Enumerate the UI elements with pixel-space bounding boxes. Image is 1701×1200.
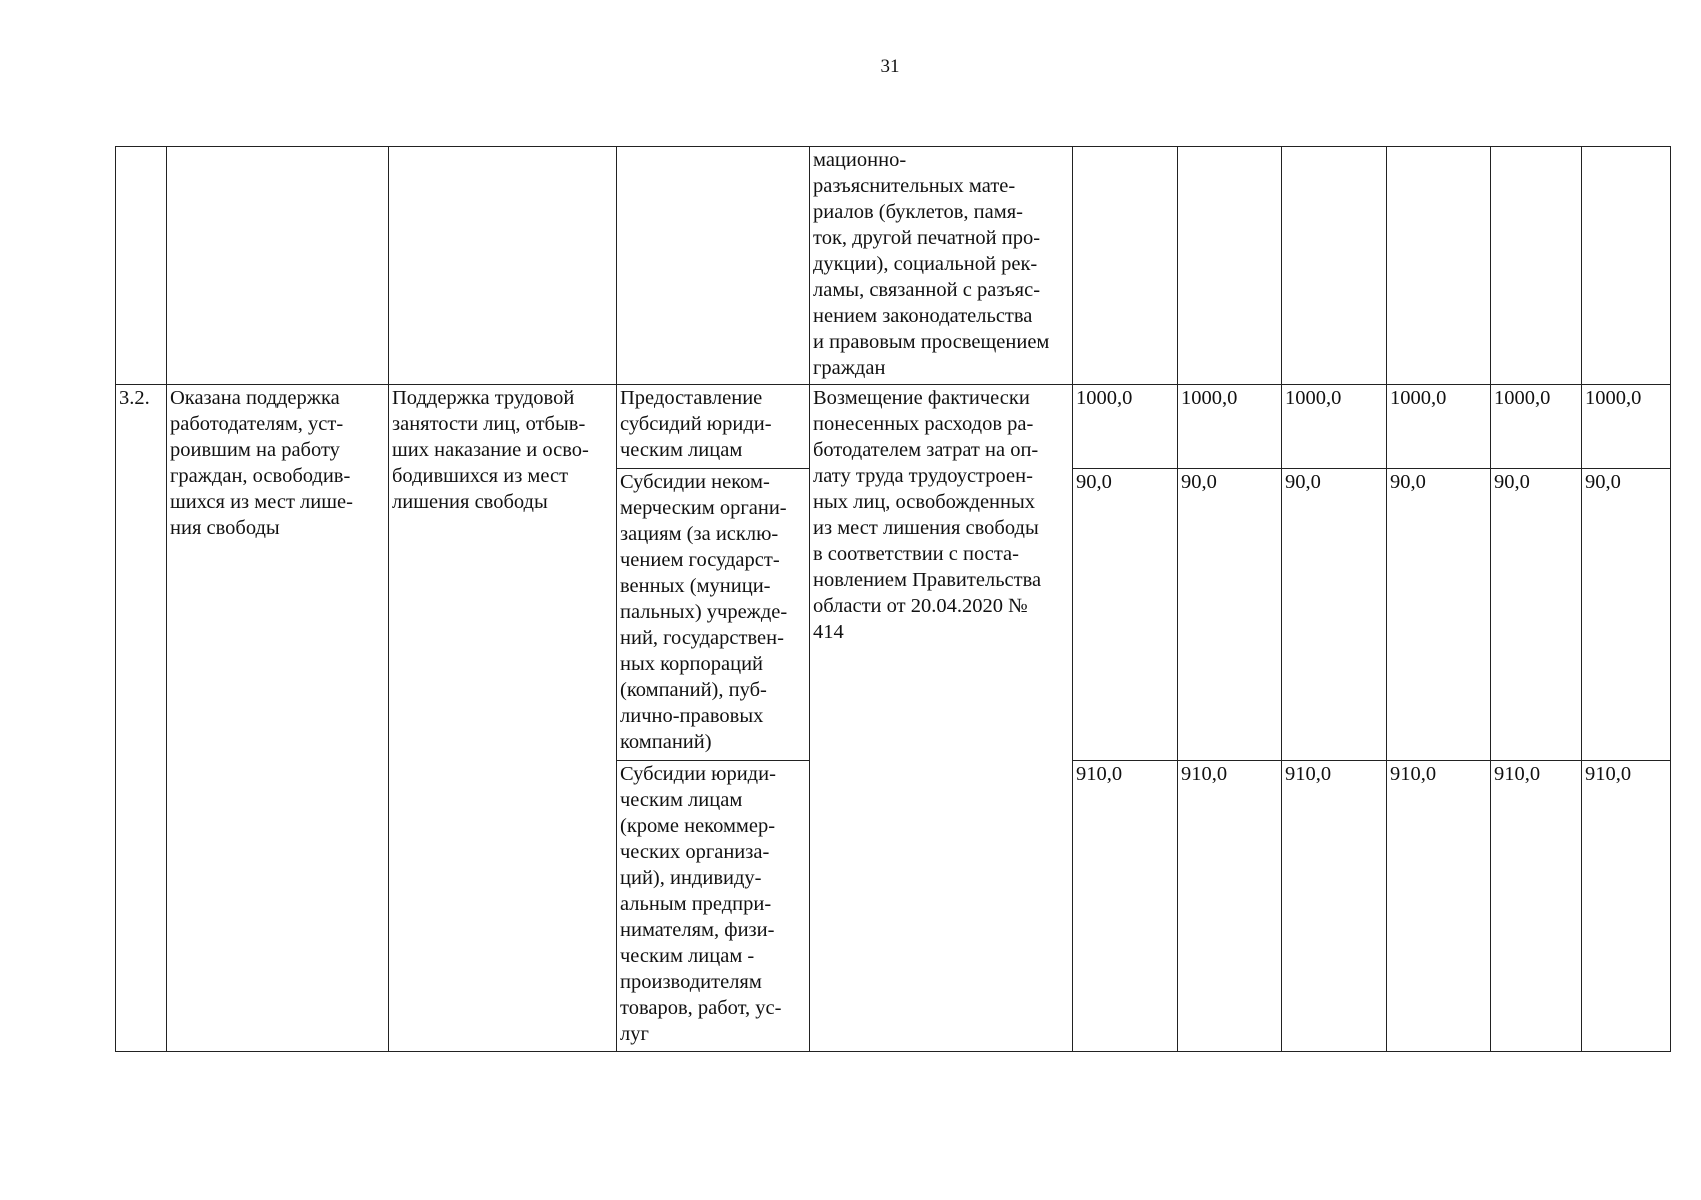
support-type-cell bbox=[617, 761, 810, 1052]
support-type-line: лично-правовых bbox=[620, 705, 764, 727]
value: 1000,0 bbox=[1494, 387, 1551, 409]
value-cell bbox=[1582, 147, 1671, 385]
value-cell bbox=[1178, 469, 1282, 761]
value-cell bbox=[1491, 469, 1582, 761]
event-line: ших наказание и осво- bbox=[392, 439, 589, 461]
value: 90,0 bbox=[1076, 471, 1112, 493]
measure-cell bbox=[810, 385, 1073, 1052]
support-type-line: ций), индивиду- bbox=[620, 867, 762, 889]
result-cell bbox=[167, 385, 389, 1052]
value: 1000,0 bbox=[1076, 387, 1133, 409]
support-type-line: ческих организа- bbox=[620, 841, 770, 863]
result-line: работодателям, уст- bbox=[170, 413, 344, 435]
value: 910,0 bbox=[1494, 763, 1541, 785]
value-cell bbox=[1582, 385, 1671, 469]
value-cell bbox=[1387, 761, 1491, 1052]
event-line: Поддержка трудовой bbox=[392, 387, 575, 409]
support-type-line: Субсидии неком- bbox=[620, 471, 770, 493]
row-number: 3.2. bbox=[119, 387, 150, 409]
value: 1000,0 bbox=[1585, 387, 1642, 409]
value-cell bbox=[1178, 761, 1282, 1052]
measure-line: дукции), социальной рек- bbox=[813, 253, 1038, 275]
support-type-line: субсидий юриди- bbox=[620, 413, 772, 435]
value-cell bbox=[1282, 385, 1387, 469]
measure-cell bbox=[810, 147, 1073, 385]
value-cell bbox=[1282, 761, 1387, 1052]
value: 910,0 bbox=[1585, 763, 1632, 785]
page-number: 31 bbox=[880, 56, 900, 77]
program-table bbox=[115, 146, 1671, 1052]
value: 90,0 bbox=[1494, 471, 1530, 493]
result-line: шихся из мест лише- bbox=[170, 491, 353, 513]
value-cell bbox=[1073, 147, 1178, 385]
value: 1000,0 bbox=[1285, 387, 1342, 409]
value: 90,0 bbox=[1181, 471, 1217, 493]
support-type-line: пальных) учрежде- bbox=[620, 601, 788, 623]
value-cell bbox=[1387, 469, 1491, 761]
support-type-line: мерческим органи- bbox=[620, 497, 787, 519]
measure-line: разъяснительных мате- bbox=[813, 175, 1016, 197]
measure-line: ботодателем затрат на оп- bbox=[813, 439, 1039, 461]
value: 910,0 bbox=[1390, 763, 1437, 785]
result-cell bbox=[167, 147, 389, 385]
measure-line: из мест лишения свободы bbox=[813, 517, 1039, 539]
support-type-cell bbox=[617, 147, 810, 385]
result-line: Оказана поддержка bbox=[170, 387, 340, 409]
measure-line: понесенных расходов ра- bbox=[813, 413, 1034, 435]
support-type-line: ний, государствен- bbox=[620, 627, 784, 649]
value-cell bbox=[1491, 147, 1582, 385]
value: 1000,0 bbox=[1390, 387, 1447, 409]
support-type-cell bbox=[617, 385, 810, 469]
value: 910,0 bbox=[1076, 763, 1123, 785]
value-cell bbox=[1582, 469, 1671, 761]
result-line: роившим на работу bbox=[170, 439, 340, 461]
event-cell bbox=[389, 147, 617, 385]
support-type-line: Субсидии юриди- bbox=[620, 763, 776, 785]
value-cell bbox=[1582, 761, 1671, 1052]
result-line: ния свободы bbox=[170, 517, 280, 539]
support-type-line: товаров, работ, ус- bbox=[620, 997, 782, 1019]
value: 90,0 bbox=[1585, 471, 1621, 493]
value: 910,0 bbox=[1181, 763, 1228, 785]
support-type-line: альным предпри- bbox=[620, 893, 772, 915]
support-type-line: венных (муници- bbox=[620, 575, 771, 597]
value: 1000,0 bbox=[1181, 387, 1238, 409]
measure-line: области от 20.04.2020 № bbox=[813, 595, 1028, 617]
value-cell bbox=[1073, 385, 1178, 469]
value: 910,0 bbox=[1285, 763, 1332, 785]
support-type-line: ческим лицам bbox=[620, 789, 743, 811]
support-type-cell bbox=[617, 469, 810, 761]
support-type-line: производителям bbox=[620, 971, 762, 993]
table-row bbox=[116, 385, 1671, 469]
support-type-line: нимателям, физи- bbox=[620, 919, 775, 941]
event-line: занятости лиц, отбыв- bbox=[392, 413, 586, 435]
row-number-cell bbox=[116, 147, 167, 385]
value-cell bbox=[1387, 385, 1491, 469]
measure-line: ных лиц, освобожденных bbox=[813, 491, 1036, 513]
measure-line: и правовым просвещением bbox=[813, 331, 1050, 353]
measure-line: мационно- bbox=[813, 149, 907, 171]
value-cell bbox=[1178, 385, 1282, 469]
measure-line: граждан bbox=[813, 357, 886, 379]
measure-line: Возмещение фактически bbox=[813, 387, 1030, 409]
support-type-line: (кроме некоммер- bbox=[620, 815, 776, 837]
value-cell bbox=[1178, 147, 1282, 385]
measure-line: новлением Правительства bbox=[813, 569, 1042, 591]
support-type-line: ческим лицам bbox=[620, 439, 743, 461]
event-cell bbox=[389, 385, 617, 1052]
measure-line: 414 bbox=[813, 621, 844, 643]
value-cell bbox=[1073, 761, 1178, 1052]
value: 90,0 bbox=[1285, 471, 1321, 493]
row-number-cell bbox=[116, 385, 167, 1052]
measure-line: лату труда трудоустроен- bbox=[813, 465, 1033, 487]
measure-line: ламы, связанной с разъяс- bbox=[813, 279, 1041, 301]
support-type-line: (компаний), пуб- bbox=[620, 679, 767, 701]
value-cell bbox=[1491, 385, 1582, 469]
value-cell bbox=[1387, 147, 1491, 385]
value-cell bbox=[1282, 147, 1387, 385]
value-cell bbox=[1282, 469, 1387, 761]
support-type-line: Предоставление bbox=[620, 387, 763, 409]
measure-line: в соответствии с поста- bbox=[813, 543, 1019, 565]
event-line: бодившихся из мест bbox=[392, 465, 569, 487]
value: 90,0 bbox=[1390, 471, 1426, 493]
support-type-line: ных корпораций bbox=[620, 653, 764, 675]
support-type-line: чением государст- bbox=[620, 549, 780, 571]
support-type-line: ческим лицам - bbox=[620, 945, 755, 967]
table-row bbox=[116, 147, 1671, 385]
event-line: лишения свободы bbox=[392, 491, 548, 513]
value-cell bbox=[1491, 761, 1582, 1052]
support-type-line: зациям (за исклю- bbox=[620, 523, 779, 545]
measure-line: ток, другой печатной про- bbox=[813, 227, 1041, 249]
value-cell bbox=[1073, 469, 1178, 761]
support-type-line: луг bbox=[620, 1023, 649, 1045]
result-line: граждан, освободив- bbox=[170, 465, 351, 487]
measure-line: риалов (буклетов, памя- bbox=[813, 201, 1023, 223]
measure-line: нением законодательства bbox=[813, 305, 1033, 327]
support-type-line: компаний) bbox=[620, 731, 712, 753]
